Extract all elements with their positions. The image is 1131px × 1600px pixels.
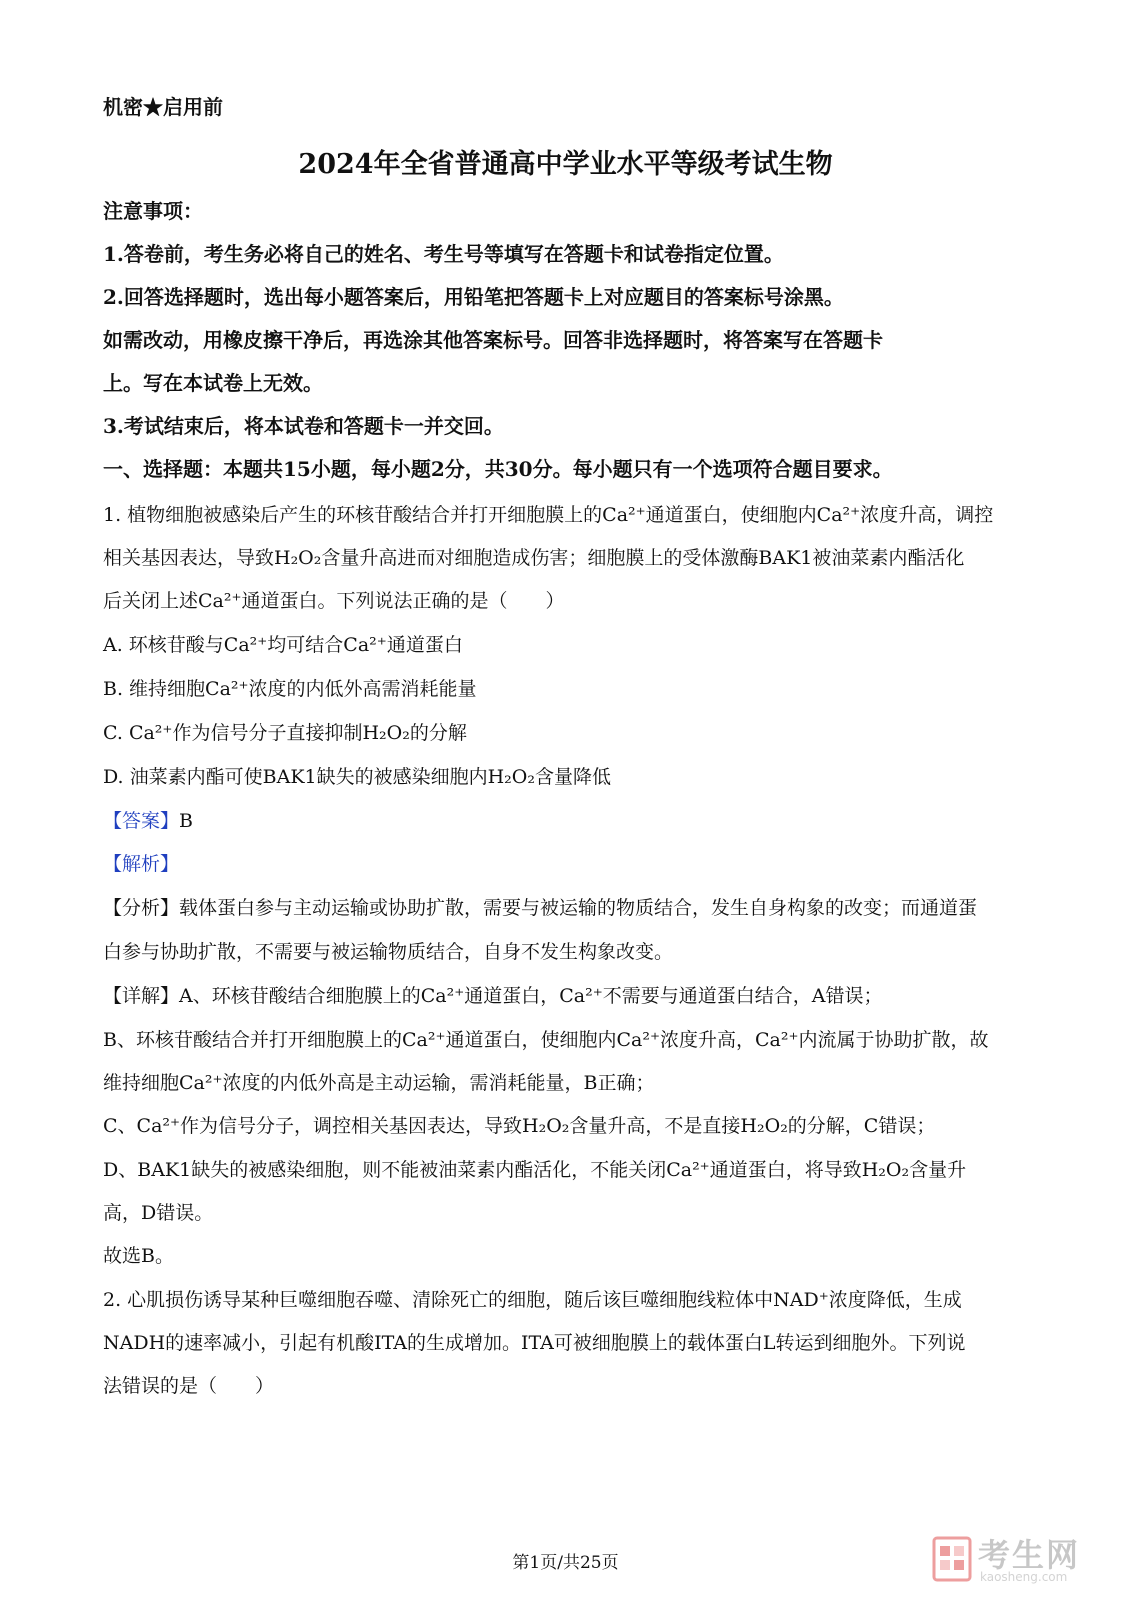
notice-heading: 注意事项： <box>103 199 203 223</box>
question-stem: 2. 心肌损伤诱导某种巨噬细胞吞噬、清除死亡的细胞，随后该巨噬细胞线粒体中NAD⁺浓度降低，生成 <box>103 1289 962 1311</box>
watermark-text: 考生网 <box>978 1536 1081 1574</box>
xiangjie-tag: 【详解】 <box>103 985 180 1007</box>
notice-item: 上。写在本试卷上无效。 <box>103 371 323 395</box>
watermark-url: kaosheng.com <box>980 1570 1068 1584</box>
notice-item: 3.考试结束后，将本试卷和答题卡一并交回。 <box>103 414 504 438</box>
answer-tag: 【答案】 <box>103 810 180 832</box>
xiangjie-text: B、环核苷酸结合并打开细胞膜上的Ca²⁺通道蛋白，使细胞内Ca²⁺浓度升高，Ca²⁺内流属于协助扩散，故 <box>103 1029 989 1051</box>
xiangjie-line <box>103 983 882 1009</box>
option-d: D. 油菜素内酯可使BAK1缺失的被感染细胞内H₂O₂含量降低 <box>103 766 611 788</box>
xiangjie-text: D、BAK1缺失的被感染细胞，则不能被油菜素内酯活化，不能关闭Ca²⁺通道蛋白，将导致H₂O₂含量升 <box>103 1159 967 1181</box>
option-c: C. Ca²⁺作为信号分子直接抑制H₂O₂的分解 <box>103 722 467 744</box>
question-stem: 法错误的是（ ） <box>103 1375 275 1397</box>
fenxi-text: 白参与协助扩散，不需要与被运输物质结合，自身不发生构象改变。 <box>103 941 674 963</box>
notice-item: 1.答卷前，考生务必将自己的姓名、考生号等填写在答题卡和试卷指定位置。 <box>103 242 784 266</box>
question-stem: 相关基因表达，导致H₂O₂含量升高进而对细胞造成伤害；细胞膜上的受体激酶BAK1被油菜素内酯活化 <box>103 547 965 569</box>
answer-value: B <box>179 810 193 832</box>
section-heading: 一、选择题：本题共15小题，每小题2分，共30分。每小题只有一个选项符合题目要求。 <box>103 457 893 481</box>
analysis-tag: 【解析】 <box>103 853 180 875</box>
fenxi-line <box>103 895 977 921</box>
fenxi-tag: 【分析】 <box>103 897 180 919</box>
question-stem: 后关闭上述Ca²⁺通道蛋白。下列说法正确的是（ ） <box>103 590 565 612</box>
notice-item: 2.回答选择题时，选出每小题答案后，用铅笔把答题卡上对应题目的答案标号涂黑。 <box>103 285 844 309</box>
xiangjie-text: C、Ca²⁺作为信号分子，调控相关基因表达，导致H₂O₂含量升高，不是直接H₂O₂的分解，C错误； <box>103 1115 936 1137</box>
option-b: B. 维持细胞Ca²⁺浓度的内低外高需消耗能量 <box>103 678 477 700</box>
analysis-line <box>103 851 179 877</box>
answer-line <box>103 808 193 834</box>
page-number: 第1页/共25页 <box>512 1553 619 1573</box>
conclusion: 故选B。 <box>103 1245 174 1267</box>
logo-icon <box>932 1534 972 1584</box>
question-stem: 1. 植物细胞被感染后产生的环核苷酸结合并打开细胞膜上的Ca²⁺通道蛋白，使细胞内Ca²⁺浓度升高，调控 <box>103 504 994 526</box>
watermark <box>930 1528 1120 1590</box>
question-stem: NADH的速率减小，引起有机酸ITA的生成增加。ITA可被细胞膜上的载体蛋白L转运到细胞外。下列说 <box>103 1332 966 1354</box>
fenxi-text: 载体蛋白参与主动运输或协助扩散，需要与被运输的物质结合，发生自身构象的改变；而通道蛋 <box>179 897 978 919</box>
page-title: 2024年全省普通高中学业水平等级考试生物 <box>298 149 833 180</box>
xiangjie-text: 维持细胞Ca²⁺浓度的内低外高是主动运输，需消耗能量，B正确； <box>103 1072 655 1094</box>
xiangjie-text: A、环核苷酸结合细胞膜上的Ca²⁺通道蛋白，Ca²⁺不需要与通道蛋白结合，A错误； <box>179 985 883 1007</box>
notice-item: 如需改动，用橡皮擦干净后，再选涂其他答案标号。回答非选择题时，将答案写在答题卡 <box>103 328 883 352</box>
xiangjie-text: 高，D错误。 <box>103 1202 214 1224</box>
option-a: A. 环核苷酸与Ca²⁺均可结合Ca²⁺通道蛋白 <box>103 634 463 656</box>
confidential-label: 机密★启用前 <box>103 95 223 119</box>
